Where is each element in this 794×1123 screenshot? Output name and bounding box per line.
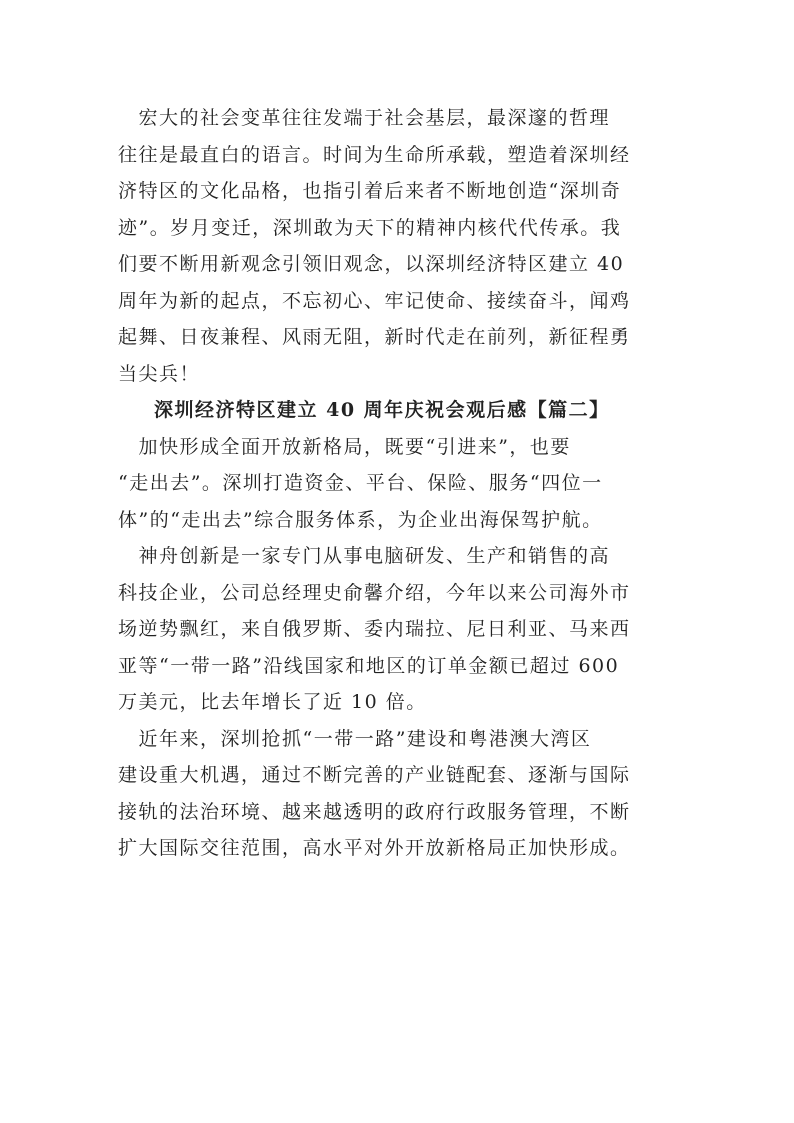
paragraph-3 <box>118 538 678 721</box>
paragraph-line: 迹”。岁月变迁，深圳敢为天下的精神内核代代传承。我 <box>118 216 622 239</box>
paragraph-line: 建设重大机遇，通过不断完善的产业链配套、逐渐与国际 <box>118 764 631 786</box>
paragraph-line: 场逆势飘红，来自俄罗斯、委内瑞拉、尼日利亚、马来西 <box>118 618 631 640</box>
paragraph-line: 神舟创新是一家专门从事电脑研发、生产和销售的高 <box>118 545 611 567</box>
paragraph-line: 扩大国际交往范围，高水平对外开放新格局正加快形成。 <box>118 837 631 859</box>
paragraph-line: 往往是最直白的语言。时间为生命所承载，塑造着深圳经 <box>118 143 631 166</box>
paragraph-line: 亚等“一带一路”沿线国家和地区的订单金额已超过 600 <box>118 654 620 677</box>
paragraph-line: 当尖兵！ <box>118 362 201 385</box>
paragraph-line: “走出去”。深圳打造资金、平台、保险、服务“四位一 <box>118 472 603 494</box>
paragraph-line: 们要不断用新观念引领旧观念，以深圳经济特区建立 40 <box>118 253 625 275</box>
paragraph-line: 宏大的社会变革往往发端于社会基层，最深邃的哲理 <box>118 107 611 129</box>
paragraph-line: 接轨的法治环境、越来越透明的政府行政服务管理，不断 <box>118 800 631 823</box>
paragraph-4 <box>118 721 678 867</box>
paragraph-line: 科技企业，公司总经理史俞馨介绍，今年以来公司海外市 <box>118 581 631 604</box>
document-body <box>118 100 678 867</box>
paragraph-line: 起舞、日夜兼程、风雨无阻，新时代走在前列，新征程勇 <box>118 326 631 348</box>
paragraph-line: 万美元，比去年增长了近 10 倍。 <box>118 691 427 713</box>
paragraph-line: 周年为新的起点，不忘初心、牢记使命、接续奋斗，闻鸡 <box>118 289 631 312</box>
paragraph-line: 近年来，深圳抢抓“一带一路”建设和粤港澳大湾区 <box>118 727 592 750</box>
paragraph-line: 体”的“走出去”综合服务体系，为企业出海保驾护航。 <box>118 508 603 531</box>
paragraph-2 <box>118 429 678 539</box>
section-heading: 深圳经济特区建立 40 周年庆祝会观后感【篇二】 <box>154 399 610 421</box>
paragraph-line: 加快形成全面开放新格局，既要“引进来”，也要 <box>118 435 571 458</box>
paragraph-1 <box>118 100 678 392</box>
paragraph-line: 济特区的文化品格，也指引着后来者不断地创造“深圳奇 <box>118 180 622 202</box>
